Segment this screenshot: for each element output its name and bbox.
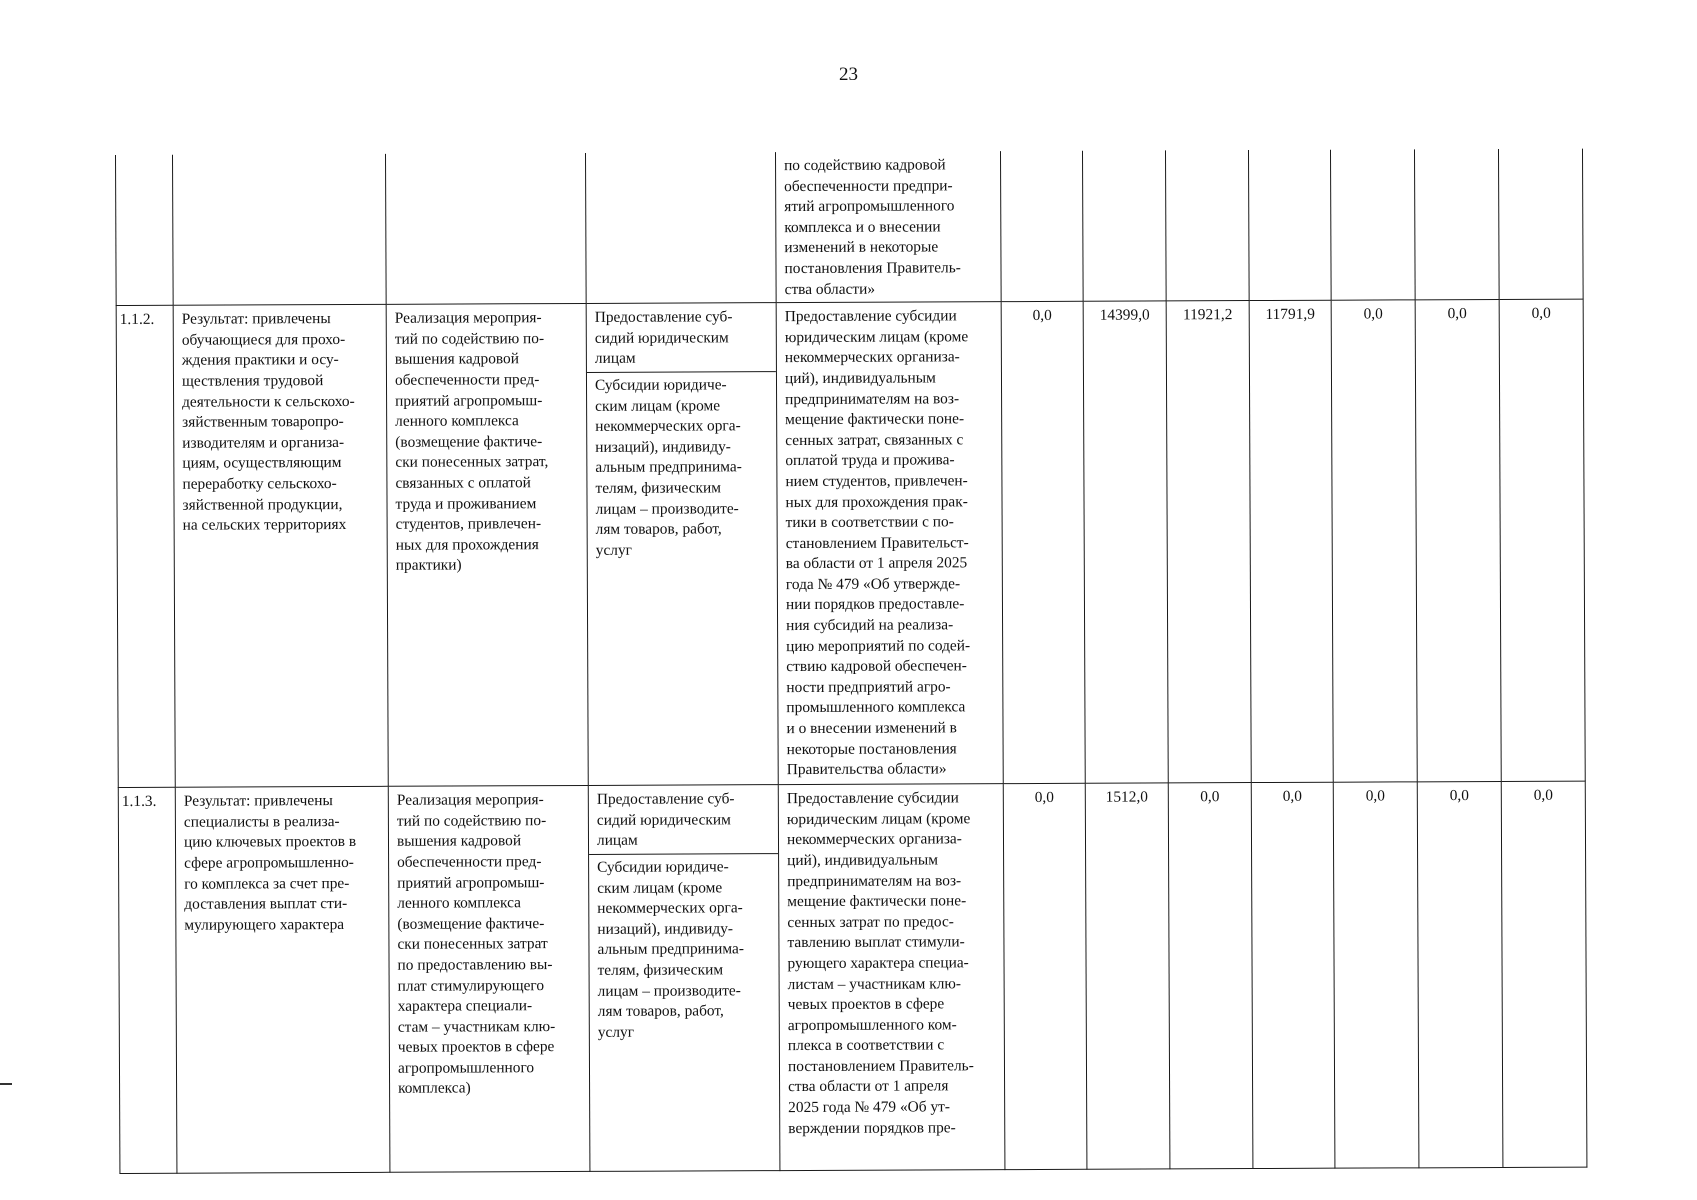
activity-cell xyxy=(385,153,586,305)
subsidy-type-cell xyxy=(588,785,780,1172)
value-cell: 0,0 xyxy=(1415,300,1501,782)
subsidy-type-cell xyxy=(585,152,776,303)
result-cell: Результат: привлечены специалисты в реализа- цию ключевых проектов в сфере агропромышленно- го комплекса за счет пре- доставления выплат сти- мулирующего характера xyxy=(175,786,390,1173)
subsidy-recipient-text: Субсидии юридиче- ским лицам (кроме некоммерческих орга- низаций), индивиду- альным предпринима- телям, физическим лицам – производите- лям товаров, работ, услуг xyxy=(597,858,744,1041)
table-row-1-1-3 xyxy=(118,781,1587,1173)
table-row-continuation xyxy=(115,149,1583,306)
value-cell: 0,0 xyxy=(1003,783,1087,1169)
result-cell xyxy=(172,154,386,306)
value-cell xyxy=(1000,151,1083,302)
value-cell: 0,0 xyxy=(1501,781,1587,1167)
result-cell: Результат: привлечены обучающиеся для прохо- ждения практики и осу- ществления трудовой деятельности к сельскохо- зяйственным товаропро- изводителям и организа- циям, осуществляющим переработку сельскохо- зяйственной продукции, на сельских территориях xyxy=(173,304,388,787)
value-cell xyxy=(1082,150,1166,301)
scan-margin-mark xyxy=(0,1083,12,1085)
description-cell: по содействию кадровой обеспеченности предпри- ятий агропромышленного комплекса и о внесении изменений в некоторые постановления Правитель- ства области» xyxy=(775,151,1001,303)
value-cell: 11791,9 xyxy=(1249,300,1333,782)
value-cell: 0,0 xyxy=(1251,782,1335,1168)
subsidy-type-label: Предоставление суб- сидий юридическим лицам xyxy=(589,789,778,855)
value-cell xyxy=(1330,149,1415,300)
value-cell: 0,0 xyxy=(1417,782,1503,1168)
activity-cell: Реализация мероприя- тий по содействию по- вышения кадровой обеспеченности пред- приятий агропромыш- ленного комплекса (возмещение фактиче- ски понесенных затрат по предоставлению вы- плат стимулирующего характера специали- стам – участникам клю- чевых проектов в сфере агропромышленного комплекса) xyxy=(388,786,590,1173)
value-cell: 0,0 xyxy=(1333,782,1419,1168)
value-cell: 0,0 xyxy=(1499,299,1585,781)
subsidy-recipient-text: Субсидии юридиче- ским лицам (кроме некоммерческих орга- низаций), индивиду- альным предпринима- телям, физическим лицам – производите- лям товаров, работ, услуг xyxy=(594,376,742,559)
value-cell: 0,0 xyxy=(1001,301,1085,783)
program-activities-table xyxy=(115,149,1587,1175)
value-cell: 11921,2 xyxy=(1166,301,1251,783)
description-cell: Предоставление субсидии юридическим лицам (кроме некоммерческих организа- ций), индивидуальным предпринимателям на воз- мещение фактически поне- сенных затрат, связанных с оплатой труда и прожива- нием студентов, привлечен- ных для прохождения прак- тики в соответствии с по- становлением Правительст- ва области от 1 апреля 2025 года № 479 «Об утвержде- нии порядков предоставле- ния субсидий на реализа- цию мероприятий по содей- ствию кадровой обеспечен- ности предприятий агро- промышленного комплекса и о внесении изменений в некоторые постановления Правительства области» xyxy=(776,302,1003,785)
value-cell: 0,0 xyxy=(1168,783,1253,1169)
value-cell: 1512,0 xyxy=(1085,783,1170,1169)
page-number: 23 xyxy=(839,64,858,85)
row-code-cell: 1.1.2. xyxy=(116,305,175,787)
table-row-1-1-2 xyxy=(116,299,1585,787)
value-cell xyxy=(1414,149,1499,300)
description-cell: Предоставление субсидии юридическим лицам (кроме некоммерческих организа- ций), индивидуальным предпринимателям на воз- мещение фактически поне- сенных затрат по предос- тавлению выплат стимули- рующего характера специа- листам – участникам клю- чевых проектов в сфере агропромышленного ком- плекса в соответствии с постановлением Правитель- ства области от 1 апреля 2025 года № 479 «Об ут- верждении порядков пре- xyxy=(778,784,1005,1171)
value-cell xyxy=(1248,150,1331,301)
subsidy-type-cell xyxy=(586,303,778,786)
value-cell xyxy=(1498,149,1583,300)
row-code-cell: 1.1.3. xyxy=(118,787,177,1173)
activity-cell: Реализация мероприя- тий по содействию по- вышения кадровой обеспеченности пред- приятий агропромыш- ленного комплекса (возмещение фактиче- ски понесенных затрат, связанных с оплатой труда и проживанием студентов, привлечен- ных для прохождения практики) xyxy=(386,304,588,787)
value-cell: 14399,0 xyxy=(1083,301,1168,783)
value-cell: 0,0 xyxy=(1331,300,1417,782)
subsidy-type-label: Предоставление суб- сидий юридическим лицам xyxy=(587,307,776,373)
row-code-cell xyxy=(115,155,173,306)
value-cell xyxy=(1165,150,1249,301)
